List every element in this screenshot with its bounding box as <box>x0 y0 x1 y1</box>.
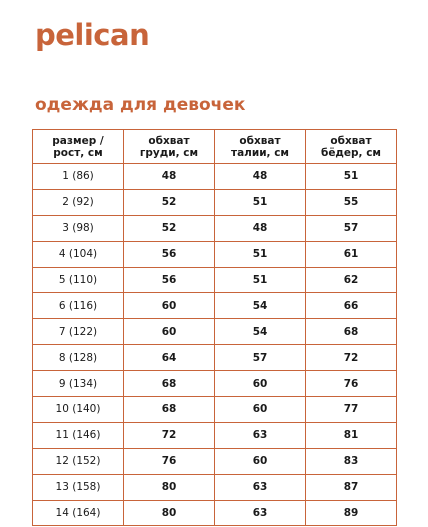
cell-chest: 68 <box>124 371 215 397</box>
cell-waist: 60 <box>215 448 306 474</box>
cell-waist: 48 <box>215 215 306 241</box>
cell-hips: 72 <box>306 345 397 371</box>
cell-size: 1 (86) <box>33 164 124 190</box>
cell-size: 10 (140) <box>33 397 124 423</box>
cell-size: 7 (122) <box>33 319 124 345</box>
cell-hips: 57 <box>306 215 397 241</box>
cell-hips: 51 <box>306 164 397 190</box>
cell-chest: 56 <box>124 241 215 267</box>
cell-size: 13 (158) <box>33 474 124 500</box>
table-header-row <box>33 130 397 164</box>
header-waist <box>215 130 306 164</box>
cell-waist: 54 <box>215 293 306 319</box>
table-row <box>33 319 397 345</box>
cell-waist: 63 <box>215 422 306 448</box>
cell-waist: 51 <box>215 241 306 267</box>
cell-size: 11 (146) <box>33 422 124 448</box>
cell-hips: 55 <box>306 189 397 215</box>
cell-size: 14 (164) <box>33 500 124 526</box>
cell-size: 4 (104) <box>33 241 124 267</box>
cell-hips: 83 <box>306 448 397 474</box>
table-row <box>33 293 397 319</box>
cell-chest: 68 <box>124 397 215 423</box>
header-chest <box>124 130 215 164</box>
table-row <box>33 474 397 500</box>
cell-chest: 80 <box>124 500 215 526</box>
cell-chest: 48 <box>124 164 215 190</box>
cell-hips: 81 <box>306 422 397 448</box>
table-row <box>33 397 397 423</box>
cell-waist: 63 <box>215 500 306 526</box>
cell-chest: 52 <box>124 189 215 215</box>
column-header-line: талии, см <box>230 146 290 159</box>
cell-waist: 57 <box>215 345 306 371</box>
cell-size: 3 (98) <box>33 215 124 241</box>
cell-size: 6 (116) <box>33 293 124 319</box>
cell-waist: 60 <box>215 371 306 397</box>
cell-hips: 66 <box>306 293 397 319</box>
header-hips <box>306 130 397 164</box>
table-row <box>33 215 397 241</box>
cell-waist: 63 <box>215 474 306 500</box>
cell-waist: 60 <box>215 397 306 423</box>
cell-hips: 76 <box>306 371 397 397</box>
cell-waist: 48 <box>215 164 306 190</box>
table-row <box>33 500 397 526</box>
cell-waist: 51 <box>215 267 306 293</box>
size-chart-table <box>32 129 397 526</box>
page-subtitle: одежда для девочек <box>35 95 246 115</box>
cell-chest: 52 <box>124 215 215 241</box>
column-header-line: обхват <box>330 134 372 147</box>
cell-chest: 80 <box>124 474 215 500</box>
cell-size: 9 (134) <box>33 371 124 397</box>
table-row <box>33 241 397 267</box>
table-row <box>33 164 397 190</box>
table-row <box>33 422 397 448</box>
table-row <box>33 267 397 293</box>
cell-chest: 60 <box>124 293 215 319</box>
cell-hips: 62 <box>306 267 397 293</box>
header-size-height <box>33 130 124 164</box>
table-row <box>33 345 397 371</box>
cell-chest: 76 <box>124 448 215 474</box>
cell-size: 8 (128) <box>33 345 124 371</box>
cell-size: 5 (110) <box>33 267 124 293</box>
column-header-line: груди, см <box>139 146 199 159</box>
cell-waist: 54 <box>215 319 306 345</box>
cell-hips: 61 <box>306 241 397 267</box>
cell-hips: 87 <box>306 474 397 500</box>
brand-logo: pelican <box>35 18 150 52</box>
cell-chest: 72 <box>124 422 215 448</box>
column-header-line: размер / <box>52 134 104 147</box>
cell-hips: 89 <box>306 500 397 526</box>
table-body <box>33 164 397 526</box>
column-header-line: обхват <box>239 134 281 147</box>
cell-chest: 64 <box>124 345 215 371</box>
column-header-line: рост, см <box>53 146 103 159</box>
cell-chest: 56 <box>124 267 215 293</box>
cell-chest: 60 <box>124 319 215 345</box>
table-row <box>33 448 397 474</box>
cell-hips: 77 <box>306 397 397 423</box>
cell-hips: 68 <box>306 319 397 345</box>
cell-size: 12 (152) <box>33 448 124 474</box>
column-header-line: обхват <box>148 134 190 147</box>
column-header-line: бёдер, см <box>320 146 382 159</box>
table-row <box>33 371 397 397</box>
cell-size: 2 (92) <box>33 189 124 215</box>
cell-waist: 51 <box>215 189 306 215</box>
table-row <box>33 189 397 215</box>
